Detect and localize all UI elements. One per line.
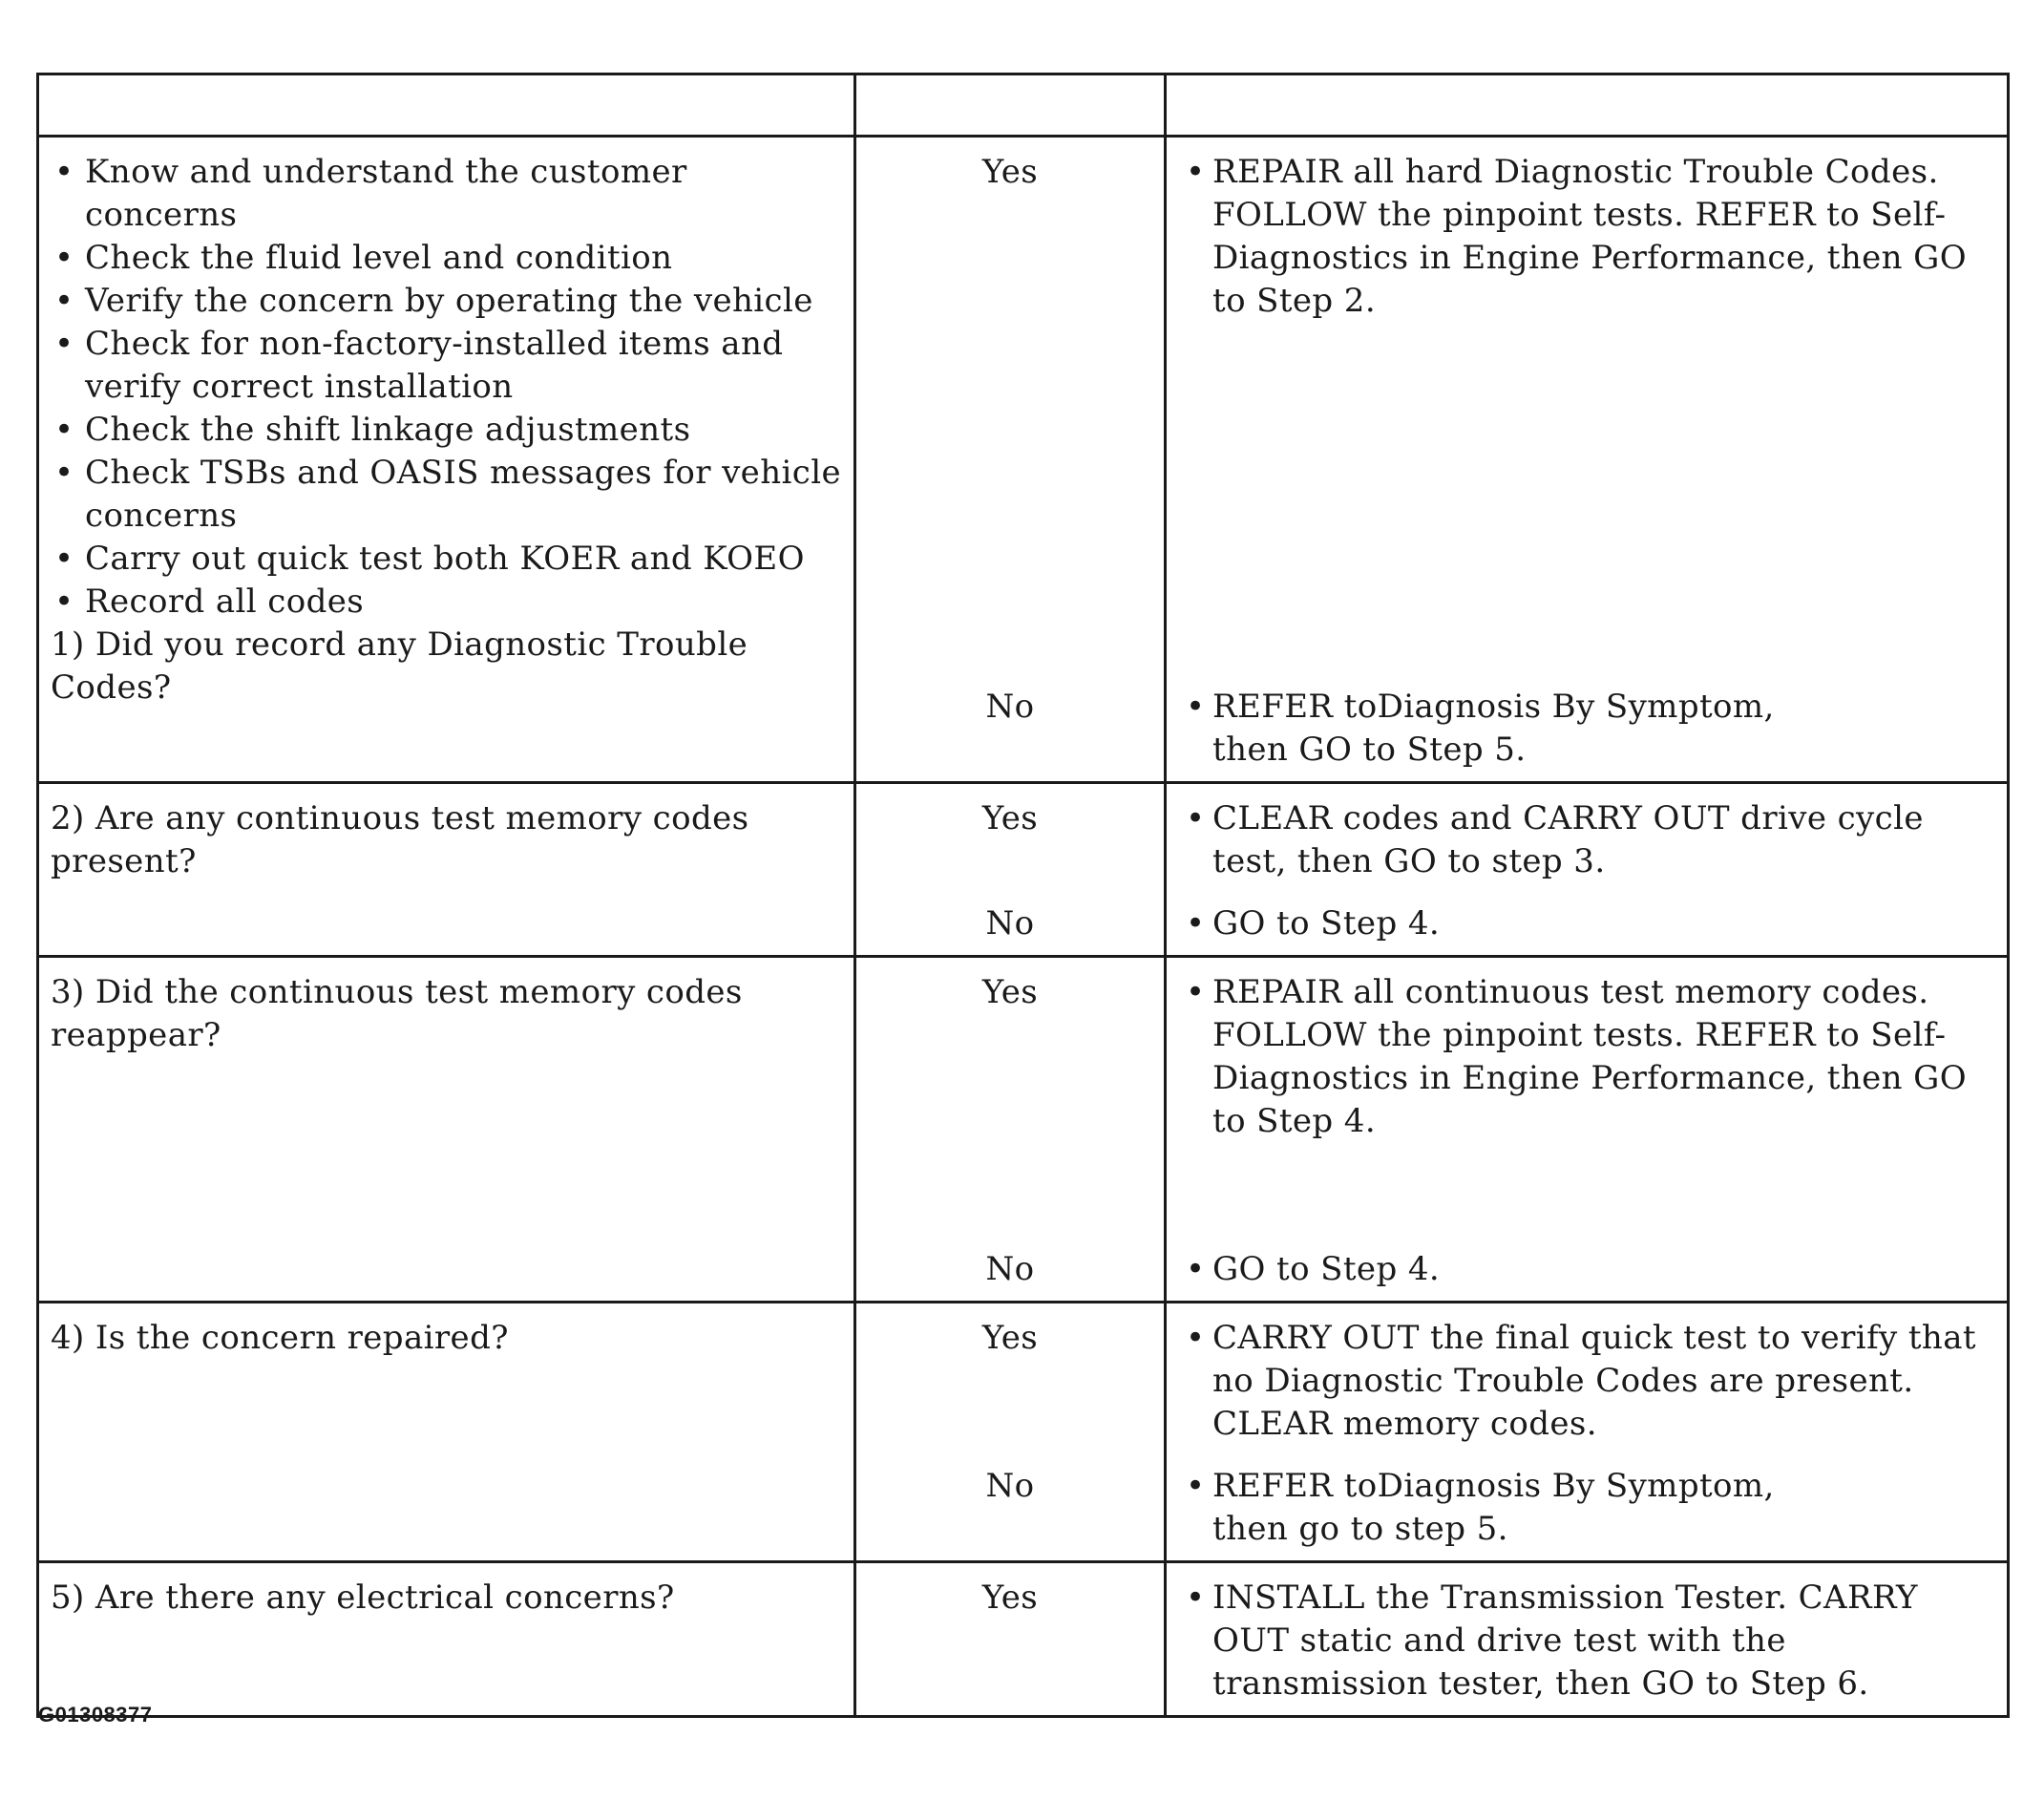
result-cell	[855, 783, 1166, 957]
step-question: 5) Are there any electrical concerns?	[51, 1579, 675, 1617]
step-question: 1) Did you record any Diagnostic Trouble Codes?	[51, 625, 748, 707]
checklist-item: • Know and understand the customer concerns	[51, 151, 842, 237]
result-no: No	[985, 1250, 1035, 1288]
action-no-text: • GO to Step 4.	[1212, 904, 1441, 943]
table-header-row	[38, 74, 2009, 137]
step-cell	[38, 137, 855, 783]
result-cell	[855, 1303, 1166, 1562]
action-cell	[1166, 957, 2009, 1303]
checklist-item: • Check TSBs and OASIS messages for vehicle concerns	[51, 452, 842, 538]
action-no	[1178, 1465, 1995, 1551]
action-no-text: • GO to Step 4.	[1212, 1250, 1441, 1288]
result-yes: Yes	[981, 153, 1039, 191]
action-yes-text: • INSTALL the Transmission Tester. CARRY OUT static and drive test with the transmission tester, then GO to Step 6.	[1212, 1579, 1918, 1703]
checklist-item: • Check the shift linkage adjustments	[51, 409, 842, 452]
result-yes: Yes	[981, 973, 1039, 1011]
step-question: 4) Is the concern repaired?	[51, 1319, 509, 1357]
result-cell	[855, 957, 1166, 1303]
checklist-item: • Check for non-factory-installed items and verify correct installation	[51, 323, 842, 409]
result-cell	[855, 1562, 1166, 1717]
step-cell	[38, 957, 855, 1303]
action-yes-text: • REPAIR all continuous test memory codes. FOLLOW the pinpoint tests. REFER to Self-Diagnostics in Engine Performance, then GO to Step 4.	[1212, 973, 1968, 1140]
figure-id: G01308377	[38, 1703, 153, 1727]
action-no-text: • REFER toDiagnosis By Symptom, then GO to Step 5.	[1212, 688, 1775, 769]
action-yes	[1178, 151, 1995, 686]
action-cell	[1166, 1562, 2009, 1717]
table-row	[38, 783, 2009, 957]
action-cell	[1166, 1303, 2009, 1562]
result-no: No	[985, 688, 1035, 726]
action-yes	[1178, 1577, 1995, 1706]
action-no	[1178, 1248, 1995, 1291]
step-cell	[38, 1562, 855, 1717]
result-no: No	[985, 904, 1035, 943]
table-row	[38, 957, 2009, 1303]
result-yes: Yes	[981, 1579, 1039, 1617]
action-yes	[1178, 797, 1995, 902]
result-cell	[855, 137, 1166, 783]
table-row	[38, 1562, 2009, 1717]
action-yes-text: • REPAIR all hard Diagnostic Trouble Codes. FOLLOW the pinpoint tests. REFER to Self-Diagnostics in Engine Performance, then GO to Step 2.	[1212, 153, 1968, 320]
checklist-item: • Check the fluid level and condition	[51, 237, 842, 280]
action-yes-text: • CLEAR codes and CARRY OUT drive cycle test, then GO to step 3.	[1212, 799, 1924, 880]
action-yes-text: • CARRY OUT the final quick test to verify that no Diagnostic Trouble Codes are present. CLEAR memory codes.	[1212, 1319, 1976, 1443]
action-no-text: • REFER toDiagnosis By Symptom, then go to step 5.	[1212, 1467, 1775, 1548]
header-step	[38, 74, 855, 137]
result-no: No	[985, 1467, 1035, 1505]
step-question: 2) Are any continuous test memory codes present?	[51, 799, 749, 880]
action-yes	[1178, 971, 1995, 1248]
action-no	[1178, 902, 1995, 945]
action-cell	[1166, 783, 2009, 957]
checklist	[51, 151, 842, 624]
checklist-item: • Record all codes	[51, 581, 842, 624]
action-no	[1178, 686, 1995, 772]
result-yes: Yes	[981, 799, 1039, 837]
action-yes	[1178, 1317, 1995, 1465]
action-cell	[1166, 137, 2009, 783]
table-row	[38, 137, 2009, 783]
checklist-item: • Verify the concern by operating the vehicle	[51, 280, 842, 323]
header-action	[1166, 74, 2009, 137]
diagnostic-table	[36, 73, 2010, 1718]
header-result	[855, 74, 1166, 137]
result-yes: Yes	[981, 1319, 1039, 1357]
step-question: 3) Did the continuous test memory codes reappear?	[51, 973, 743, 1054]
table-row	[38, 1303, 2009, 1562]
step-cell	[38, 1303, 855, 1562]
checklist-item: • Carry out quick test both KOER and KOEO	[51, 538, 842, 581]
step-cell	[38, 783, 855, 957]
